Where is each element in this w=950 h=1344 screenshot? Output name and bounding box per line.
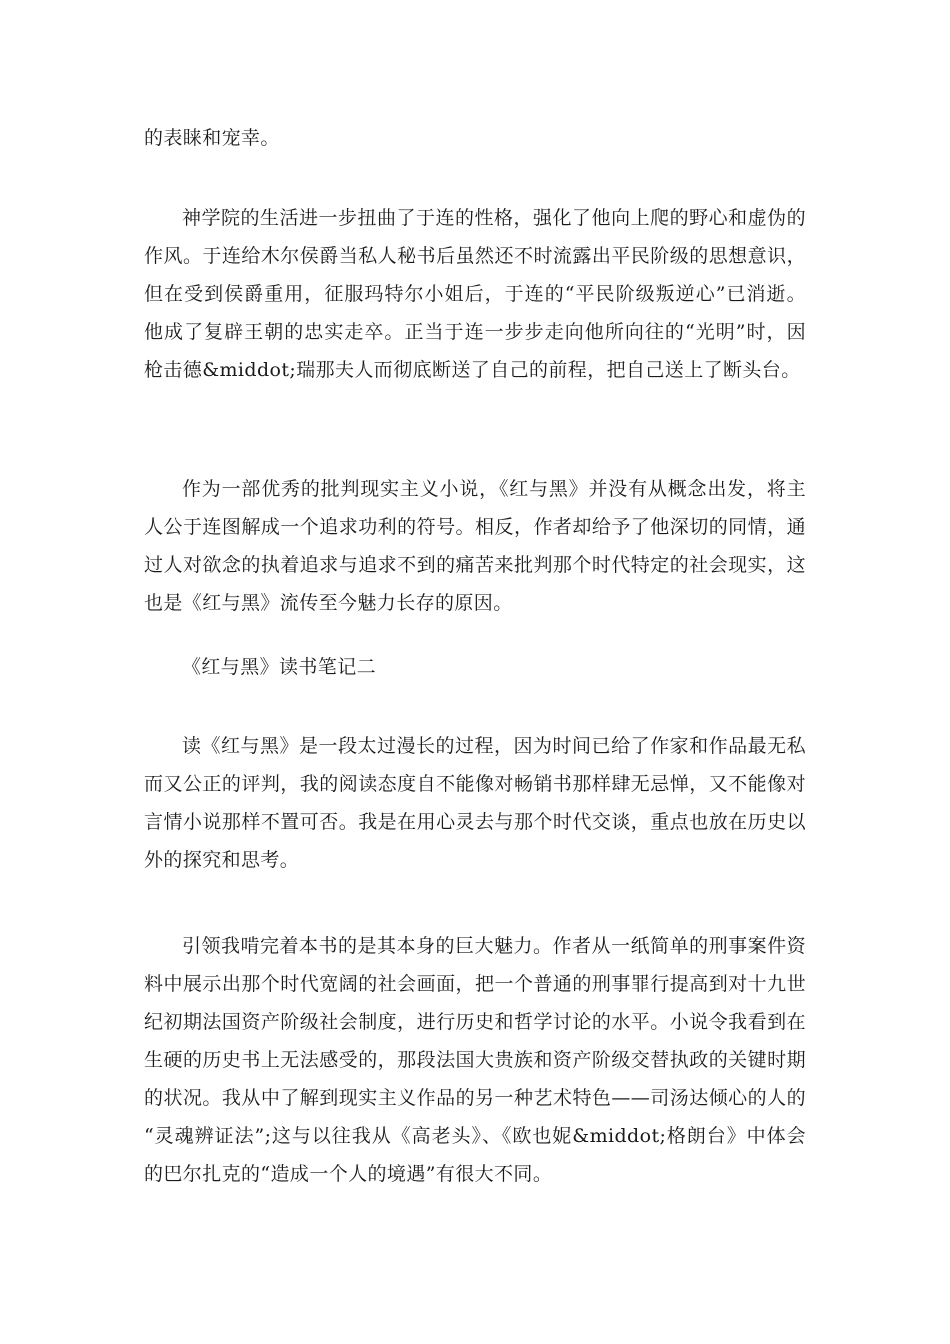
paragraph-line: 生硬的历史书上无法感受的，那段法国大贵族和资产阶级交替执政的关键时期 xyxy=(144,1049,806,1071)
paragraph-reading-process xyxy=(144,727,806,879)
paragraph-line: 读《红与黑》是一段太过漫长的过程，因为时间已给了作家和作品最无私 xyxy=(182,735,806,757)
paragraph-line: 言情小说那样不置可否。我是在用心灵去与那个时代交谈，重点也放在历史以 xyxy=(144,811,806,833)
paragraph-line: 而又公正的评判，我的阅读态度自不能像对畅销书那样肆无忌惮，又不能像对 xyxy=(144,773,806,795)
paragraph-line: 料中展示出那个时代宽阔的社会画面，把一个普通的刑事罪行提高到对十九世 xyxy=(144,973,806,995)
paragraph-line: 枪击德&middot;瑞那夫人而彻底断送了自己的前程，把自己送上了断头台。 xyxy=(144,359,801,381)
paragraph-line: 但在受到侯爵重用，征服玛特尔小姐后，于连的“平民阶级叛逆心”已消逝。 xyxy=(144,283,806,305)
paragraph-line: 人公于连图解成一个追求功利的符号。相反，作者却给予了他深切的同情，通 xyxy=(144,516,806,538)
section-heading xyxy=(144,648,806,686)
paragraph-line: 也是《红与黑》流传至今魅力长存的原因。 xyxy=(144,592,513,614)
paragraph-line: 神学院的生活进一步扭曲了于连的性格，强化了他向上爬的野心和虚伪的 xyxy=(182,207,806,229)
paragraph-line: 外的探究和思考。 xyxy=(144,849,300,871)
paragraph-line: 纪初期法国资产阶级社会制度，进行历史和哲学讨论的水平。小说令我看到在 xyxy=(144,1011,806,1033)
paragraph-critical-realism xyxy=(144,470,806,622)
section-title: 《红与黑》读书笔记二 xyxy=(182,656,377,678)
paragraph-line: 作为一部优秀的批判现实主义小说，《红与黑》并没有从概念出发，将主 xyxy=(182,478,806,500)
paragraph-continuation xyxy=(144,119,806,157)
paragraph-line: 作风。于连给木尔侯爵当私人秘书后虽然还不时流露出平民阶级的思想意识， xyxy=(144,245,806,267)
paragraph-line: 过人对欲念的执着追求与追求不到的痛苦来批判那个时代特定的社会现实，这 xyxy=(144,554,806,576)
paragraph-line: 引领我啃完着本书的是其本身的巨大魅力。作者从一纸简单的刑事案件资 xyxy=(182,935,806,957)
paragraph-charm xyxy=(144,927,806,1193)
paragraph-line: 的巴尔扎克的“造成一个人的境遇”有很大不同。 xyxy=(144,1163,553,1185)
paragraph-line: “灵魂辨证法”;这与以往我从《高老头》、《欧也妮&middot;格朗台》中体会 xyxy=(144,1125,806,1147)
paragraph-line: 的表睐和宠幸。 xyxy=(144,127,280,149)
paragraph-line: 他成了复辟王朝的忠实走卒。正当于连一步步走向他所向往的“光明”时，因 xyxy=(144,321,806,343)
paragraph-seminary-life xyxy=(144,199,806,389)
paragraph-line: 的状况。我从中了解到现实主义作品的另一种艺术特色——司汤达倾心的人的 xyxy=(144,1087,806,1109)
